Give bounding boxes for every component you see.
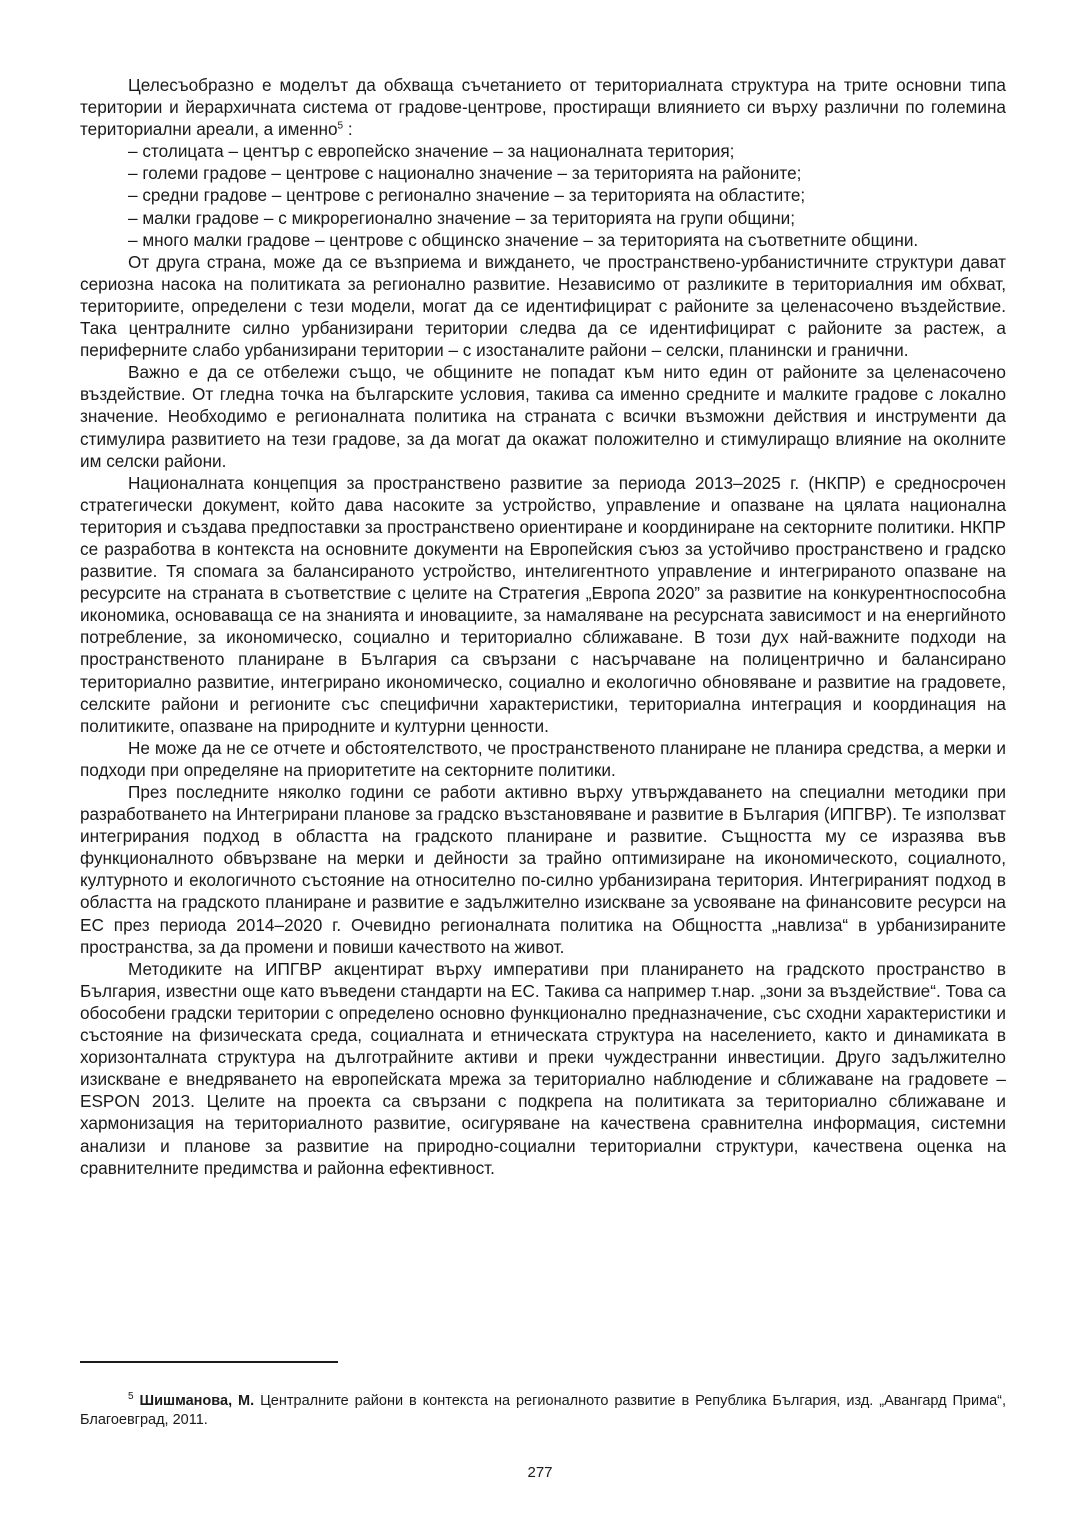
- paragraph: От друга страна, може да се възприема и виждането, че пространствено-урбанистичните структури дават сериозна насока на политиката за регионално развитие. Независимо от разликите в териториалния им обхват, териториите, определени с тези модели, могат да се идентифицират с районите за целенасочено въздействие. Така централните силно урбанизирани територии следва да се идентифицират с районите за растеж, а периферните слабо урбанизирани територии – с изостаналите райони – селски, планински и гранични.: [80, 251, 1006, 361]
- paragraph-intro-end: :: [343, 119, 353, 140]
- list-item: – малки градове – с микрорегионално значение – за територията на групи общини;: [128, 207, 795, 228]
- footnote-text: Централните райони в контекста на регионалното развитие в Република България, изд. „Авангард Прима“, Благоевград, 2011.: [80, 1393, 1006, 1428]
- paragraph: През последните няколко години се работи активно върху утвърждаването на специални методики при разработването на Интегрирани планове за градско възстановяване и развитие в България (ИПГВР). Те използват интегрирания подход в областта на градското планиране и развитие. Същността му се изразява във функционалното обвързване на мерки и дейности за трайно оптимизиране на икономическото, социалното, културното и екологичното състояние на относително по-силно урбанизирана територия. Интегрираният подход в областта на градското планиране и развитие е задължително изискване за усвояване на финансовите ресурси на ЕС през периода 2014–2020 г. Очевидно регионалната политика на Общността „навлиза“ в урбанизираните пространства, за да промени и повиши качеството на живот.: [80, 782, 1006, 957]
- list-item: – много малки градове – центрове с общинско значение – за територията на съответните общини.: [128, 229, 919, 250]
- page-number: 277: [527, 1464, 553, 1481]
- footnote-number: 5: [128, 1391, 134, 1403]
- paragraph: Важно е да се отбележи също, че общините не попадат към нито един от районите за целенасочено въздействие. От гледна точка на българските условия, такива са именно средните и малките градове с локално значение. Необходимо е регионалната политика на страната с всички възможни действия и инструменти да стимулира развитието на тези градове, за да могат да окажат положително и стимулиращо влияние на околните им селски райони.: [80, 362, 1006, 471]
- paragraph: Методиките на ИПГВР акцентират върху императиви при планирането на градското пространство в България, известни още като въведени стандарти на ЕС. Такива са например т.нар. „зони за въздействие“. Това са обособени градски територии с определено основно функционално предназначение, със сходни характеристики и състояние на физическата среда, социалната и етническата структура на населението, както и динамиката в хоризонталната структура на дълготрайните активи и преки чуждестранни инвестиции. Друго задължително изискване е внедряването на европейската мрежа за териториално наблюдение и сближаване на градовете – ESPON 2013. Целите на проекта са свързани с подкрепа на политиката за териториално сближаване и хармонизация на териториалното развитие, осигуряване на качествена сравнителна информация, системни анализи и планове за развитие на природно-социални териториални структури, качествена оценка на сравнителните предимства и районна ефективност.: [80, 958, 1006, 1178]
- footnote-author: Шишманова, М.: [139, 1393, 255, 1409]
- paragraph: Не може да не се отчете и обстоятелството, че пространственото планиране не планира средства, а мерки и подходи при определяне на приоритетите на секторните политики.: [80, 737, 1006, 780]
- list-item: – големи градове – центрове с национално значение – за територията на районите;: [128, 163, 802, 184]
- footnote: [80, 1392, 1006, 1430]
- footnote-ref[interactable]: 5: [337, 120, 344, 132]
- page-body: [80, 74, 1006, 1179]
- paragraph-intro: [80, 74, 1006, 140]
- footnote-divider: [80, 1361, 338, 1363]
- paragraph-intro-text: Целесъобразно е моделът да обхваща съчетанието от териториалната структура на трите основни типа територии и йерархичната система от градове-центрове, простиращи влиянието си върху различни по големина териториални ареали, а именно: [80, 75, 1006, 140]
- list-item: – столицата – център с европейско значение – за националната територия;: [128, 141, 735, 162]
- paragraph: Националната концепция за пространствено развитие за периода 2013–2025 г. (НКПР) е средносрочен стратегически документ, който дава насоките за устройство, управление и опазване на цялата национална територия и създава предпоставки за пространствено ориентиране и координиране на секторните политики. НКПР се разработва в контекста на основните документи на Европейския съюз за устойчиво пространствено и градско развитие. Тя спомага за балансираното устройство, интелигентното управление и интегрираното опазване на ресурсите на страната в съответствие с целите на Стратегия „Европа 2020” за развитие на конкурентноспособна икономика, основаваща се на знанията и иновациите, за намаляване на ресурсната зависимост и на енергийното потребление, за икономическо, социално и териториално сближаване. В този дух най-важните подходи на пространственото планиране в България са свързани с насърчаване на полицентрично и балансирано териториално развитие, интегрирано икономическо, социално и екологично обновяване и развитие на градовете, селските райони и регионите със специфични характеристики, териториална интеграция и координация на политиките, опазване на природните и културни ценности.: [80, 472, 1006, 736]
- list-item: – средни градове – центрове с регионално значение – за територията на областите;: [128, 185, 806, 206]
